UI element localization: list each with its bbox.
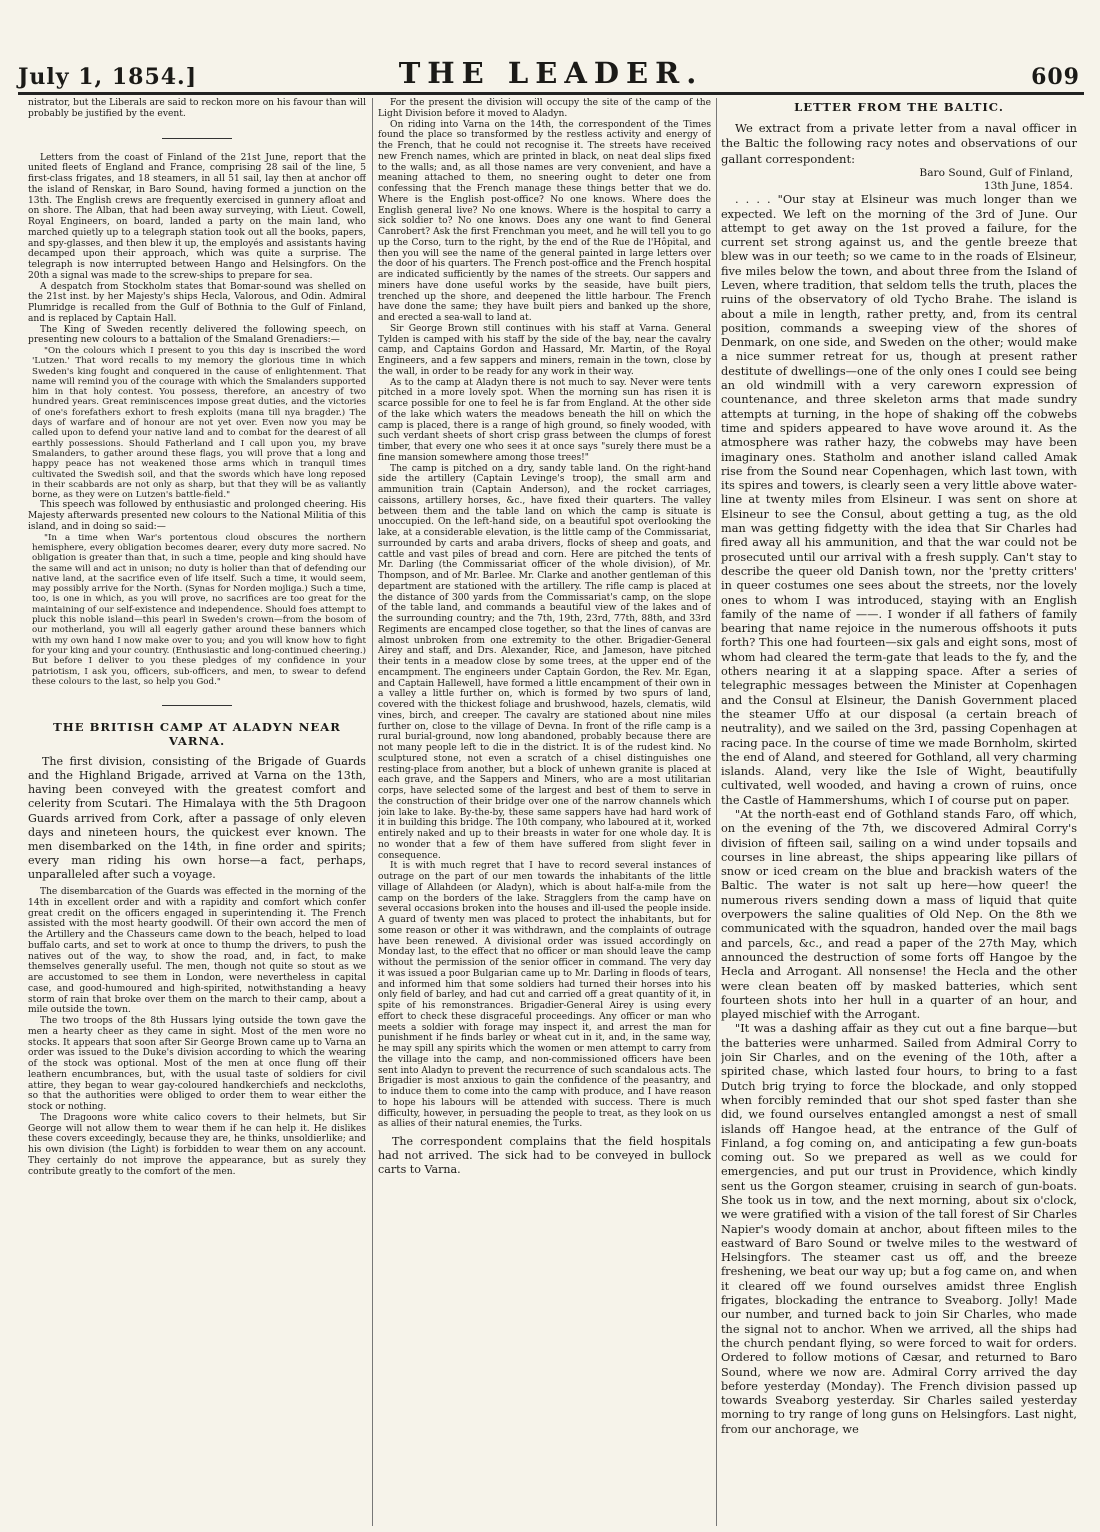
article-heading-british-camp: THE BRITISH CAMP AT ALADYN NEAR VARNA. (53, 720, 341, 749)
paragraph-stockholm-despatch: A despatch from Stockholm states that Bomar-sound was shelled on the 21st inst. by her Majesty's ships Hecla, Valorous, and Odin. Admiral Plumridge is recalled from the Gulf of Bothnia to the Gulf of Finland, and is replaced by Captain Hall. (28, 281, 366, 324)
masthead-rule (18, 92, 1084, 95)
section-rule (162, 138, 232, 139)
paragraph-finland-fleets: Letters from the coast of Finland of the 21st June, report that the united fleets of England and France, comprising 28 sail of the line, 5 first-class frigates, and 18 steamers, in all 51 sail, lay then at anchor off the island of Renskar, in Baro Sound, having formed a junction on the 13th. The English crews are frequently exercised in gunnery afloat and on shore. The Alban, that had been away surveying, with Lieut. Cowell, Royal Engineers, on board, landed a party on the main land, who marched quietly up to a telegraph station took out all the books, papers, and spy-glasses, and then blew it up, the employés and assistants having decamped upon their approach, which was quite a surprise. The telegraph is now interrupted between Hango and Helsingfors. On the 20th a signal was made to the screw-ships to prepare for sea. (28, 152, 366, 281)
column-1 (28, 98, 366, 1526)
article-heading-baltic-letter: LETTER FROM THE BALTIC. (794, 100, 1004, 114)
paragraph-continued: nistrator, but the Liberals are said to reckon more on his favour than will probably be justified by the event. (28, 98, 366, 119)
dateline-date: 13th June, 1854. (983, 180, 1073, 193)
paragraph-gothland: "At the north-east end of Gothland stands Faro, off which, on the evening of the 7th, we discovered Admiral Corry's division of fifteen sail, sailing on a wind under topsails and courses in line abreast, the ships appearing like pillars of snow or iced cream on the blue and brackish waters of the Baltic. The water is not salt up here—how queer! the numerous rivers sending down a mass of liquid that quite overpowers the saline qualities of Old Nep. On the 8th we communicated with the squadron, handed over the mail bags and parcels, &c., and read a paper of the 27th May, which announced the destruction of some forts off Hangoe by the Hecla and Arrogant. All nonsense! the Hecla and the other were clean beaten off by masked batteries, which sent fourteen shots into her hull in a quarter of an hour, and played mischief with the Arrogant. (721, 807, 1077, 1022)
issue-date: July 1, 1854.] (18, 64, 198, 90)
quote-king-speech-2: "In a time when War's portentous cloud obscures the northern hemisphere, every obligation becomes dearer, every duty more sacred. No obligation is greater than that, in such a time, people and king should have the same will and act in unison; no duty is holier than that of defending our native land, at the sacrifice even of life itself. Such a time, it would seem, may possibly arrive for the North. (Synas for Norden mojliga.) Such a time, too, is one in which, as you will prove, no sacrifices are too great for the maintaining of our self-existence and independence. Should foes attempt to pluck this noble island—this pearl in Sweden's crown—from the bosom of our motherland, you will all eagerly gather around these banners which with my own hand I now make over to you; and you will know how to fight for your king and your country. (Enthusiastic and long-continued cheering.) But before I deliver to you these pledges of my confidence in your patriotism, I ask you, officers, sub-officers, and men, to swear to defend these colours to the last, so help you God." (32, 532, 366, 687)
paragraph-field-hospitals: The correspondent complains that the field hospitals had not arrived. The sick had to be conveyed in bullock carts to Varna. (378, 1135, 711, 1177)
quote-king-speech-1: "On the colours which I present to you this day is inscribed the word 'Lutzen.' That word recalls to my memory the glorious time in which Sweden's king fought and conquered in the cause of enlightenment. That name will remind you of the courage with which the Smalanders supported him in that holy contest. You possess, therefore, an ancestry of two hundred years. Great reminiscences impose great duties, and the victories of one's forefathers exhort to fresh exploits (mana till nya bragder.) The days of warfare and of honour are not yet over. Even now you may be called upon to defend your native land and to combat for the dearest of all earthly possessions. Should Fatherland and I call upon you, my brave Smalanders, to gather around these flags, you will prove that a long and happy peace has not weakened those arms which in tranquil times cultivated the Swedish soil, and that the swords which have long reposed in their scabbards are not only as sharp, but that they will be as valiantly borne, as they were on Lutzen's battle-field." (32, 346, 366, 501)
paragraph-cheering: This speech was followed by enthusiastic and prolonged cheering. His Majesty afterwards presented new colours to the National Militia of this island, and in doing so said:— (28, 500, 366, 532)
paragraph-camp-layout: The camp is pitched on a dry, sandy table land. On the right-hand side the artillery (Captain Levinge's troop), the small arm and ammunition train (Captain Anderson), and the rocket carriages, caissons, artillery horses, &c., have fixed their quarters. The valley between them and the table land on which the camp is situate is unoccupied. On the left-hand side, on a beautiful spot overlooking the lake, at a considerable elevation, is the little camp of the Commissariat, surrounded by carts and araba drivers, flocks of sheep and goats, and cattle and vast piles of bread and corn. Here are pitched the tents of Mr. Darling (the Commissariat officer of the whole division), of Mr. Thompson, and of Mr. Barlee. Mr. Clarke and another gentleman of this department are stationed with the artillery. The rifle camp is placed at the distance of 300 yards from the Commissariat's camp, on the slope of the table land, and commands a beautiful view of the lakes and of the surrounding country; and the 7th, 19th, 23rd, 77th, 88th, and 33rd Regiments are encamped close together, so that the lines of canvas are almost unbroken from one extremity to the other. Brigadier-General Airey and staff, and Drs. Alexander, Rice, and Jameson, have pitched their tents in a meadow close by some trees, at the upper end of the encampment. The engineers under Captain Gordon, the Rev. Mr. Egan, and Captain Hallewell, have formed a little encampment of their own in a valley a little further on, which is formed by two spurs of land, covered with the thickest foliage and brushwood, hazels, clematis, wild vines, birch, and creeper. The cavalry are stationed about nine miles further on, close to the village of Devna. In front of the rifle camp is a rural burial-ground, now long abandoned, probably because there are not many people left to die in the district. It is of the rudest kind. No sculptured stone, not even a scratch of a chisel distinguishes one resting-place from another, but a block of unhewn granite is placed at each grave, and the Sappers and Miners, who are a most utilitarian corps, have selected some of the largest and best of them to serve in the construction of their bridge over one of the narrow channels which join lake to lake. By-the-by, these same sappers have had hard work of it in building this bridge. The 10th company, who laboured at it, worked entirely naked and up to their breasts in water for one whole day. It is no wonder that a few of them have suffered from slight fever in consequence. (378, 463, 711, 861)
paragraph-king-speech-intro: The King of Sweden recently delivered the following speech, on presenting new colours to a battalion of the Smaland Grenadiers:— (28, 324, 366, 346)
newspaper-title: THE LEADER. (398, 56, 704, 90)
masthead (18, 58, 1084, 92)
dateline-place: Baro Sound, Gulf of Finland, (919, 167, 1073, 180)
paragraph-division-site: For the present the division will occupy the site of the camp of the Light Division before it moved to Aladyn. (378, 98, 711, 119)
paragraph-aladyn-camp: As to the camp at Aladyn there is not much to say. Never were tents pitched in a more lovely spot. When the morning sun has risen it is scarce possible for one to feel he is far from England. At the other side of the lake which waters the meadows beneath the hill on which the camp is placed, there is a range of high ground, so finely wooded, with such verdant sheets of short crisp grass between the clumps of forest timber, that every one who sees it at once says "surely there must be a fine mansion somewhere among those trees!" (378, 377, 711, 463)
paragraph-disembarcation: The disembarcation of the Guards was effected in the morning of the 14th in excellent order and with a rapidity and comfort which confer great credit on the officers engaged in superintending it. The French assisted with the most hearty goodwill. Of their own accord the men of the Artillery and the Chasseurs came down to the beach, helped to load buffalo carts, and set to work at once to thump the drivers, to push the natives out of the way, to show the road, and, in fact, to make themselves generally useful. The men, though not quite so stout as we are accustomed to see them in London, were nevertheless in capital case, and good-humoured and high-spirited, notwithstanding a heavy storm of rain that broke over them on the march to their camp, about a mile outside the town. (28, 887, 366, 1016)
paragraph-dragoons: The Dragoons wore white calico covers to their helmets, but Sir George will not allow them to wear them if he can help it. He dislikes these covers exceedingly, because they are, he thinks, unsoldierlike; and his own division (the Light) is forbidden to wear them on any account. They certainly do not improve the appearance, but as surely they contribute greatly to the comfort of the men. (28, 1112, 366, 1177)
section-rule (162, 705, 232, 706)
paragraph-first-division: The first division, consisting of the Brigade of Guards and the Highland Brigade, arrived at Varna on the 13th, having been conveyed with the greatest comfort and celerity from Scutari. The Himalaya with the 5th Dragoon Guards arrived from Cork, after a passage of only eleven days and nineteen hours, the quickest ever known. The men disembarked on the 14th, in fine order and spirits; every man riding his own horse—a fact, perhaps, unparalleled after such a voyage. (28, 755, 366, 881)
column-3 (721, 98, 1077, 1526)
column-divider-2 (716, 98, 717, 1526)
paragraph-sir-george-brown: Sir George Brown still continues with his staff at Varna. General Tylden is camped with his staff by the side of the bay, near the cavalry camp, and Captains Gordon and Hassard, Mr. Martin, of the Royal Engineers, and a few sappers and miners, remain in the town, close by the wall, in order to be ready for any work in their way. (378, 323, 711, 377)
paragraph-dashing-affair: "It was a dashing affair as they cut out a fine barque—but the batteries were unharmed. Sailed from Admiral Corry to join Sir Charles, and on the evening of the 10th, after a spirited chase, which lasted four hours, to bring to a fast Dutch brig trying to force the blockade, and only stopped when forcibly reminded that our shot sped faster than she did, we found ourselves entangled amongst a nest of small islands off Hangoe head, at the entrance of the Gulf of Finland, a fog coming on, and anticipating a few gun-boats coming out. So we prepared as well as we could for emergencies, and put our trust in Providence, which kindly sent us the Gorgon steamer, cruising in search of gun-boats. She took us in tow, and the next morning, about six o'clock, we were gratified with a vision of the tall forest of Sir Charles Napier's woody domain at anchor, about fifteen miles to the eastward of Baro Sound or twelve miles to the westward of Helsingfors. The steamer cast us off, and the breeze freshening, we beat our way up; but a fog came on, and when it cleared off we found ourselves amidst three English frigates, blockading the entrance to Sveaborg. Jolly! Made our number, and turned back to join Sir Charles, who made the signal not to anchor. When we arrived, all the ships had the church pendant flying, so were forced to wait for orders. Ordered to follow motions of Cæsar, and returned to Baro Sound, where we now are. Admiral Corry arrived the day before yesterday (Monday). The French division passed up towards Sveaborg yesterday. Sir Charles sailed yesterday morning to try range of long guns on Helsingfors. Last night, from our anchorage, we (721, 1022, 1077, 1436)
column-divider-1 (372, 98, 373, 1526)
paragraph-hussars: The two troops of the 8th Hussars lying outside the town gave the men a hearty cheer as they came in sight. Most of the men wore no stocks. It appears that soon after Sir George Brown came up to Varna an order was issued to the Duke's division according to which the wearing of the stock was optional. Most of the men at once flung off their leathern encumbrances, but, with the usual taste of soldiers for civil attire, they began to wear gay-coloured handkerchiefs and neckcloths, so that the authorities were obliged to order them to wear either the stock or nothing. (28, 1016, 366, 1112)
paragraph-baltic-intro: We extract from a private letter from a naval officer in the Baltic the following racy notes and observations of our gallant correspondent: (721, 121, 1077, 166)
paragraph-outrages: It is with much regret that I have to record several instances of outrage on the part of our men towards the inhabitants of the little village of Allahdeen (or Aladyn), which is about half-a-mile from the camp on the borders of the lake. Stragglers from the camp have on several occasions broken into the houses and ill-used the people inside. A guard of twenty men was placed to protect the inhabitants, but for some reason or other it was withdrawn, and the complaints of outrage have been renewed. A divisional order was issued accordingly on Monday last, to the effect that no officer or man should leave the camp without the permission of the senior officer in command. The very day it was issued a poor Bulgarian came up to Mr. Darling in floods of tears, and informed him that some soldiers had turned their horses into his only field of barley, and had cut and carried off a great quantity of it, in spite of his remonstrances. Brigadier-General Airey is using every effort to check these disgraceful proceedings. Any officer or man who meets a soldier with forage may inspect it, and arrest the man for punishment if he finds barley or wheat cut in it, and, in the same way, he may spill any spirits which the women or men attempt to carry from the village into the camp, and non-commissioned officers have been sent into Aladyn to prevent the recurrence of such scandalous acts. The Brigadier is most anxious to gain the confidence of the peasantry, and to induce them to come into the camp with produce, and I have reason to hope his labours will be attended with success. There is much difficulty, however, in persuading the people to treat, as they look on us as allies of their natural enemies, the Turks. (378, 861, 711, 1130)
page-number: 609 (1031, 64, 1080, 90)
paragraph-elsineur: . . . . "Our stay at Elsineur was much longer than we expected. We left on the morning of the 3rd of June. Our attempt to get away on the 1st proved a failure, for the current set strong against us, and the gentle breeze that blew was in our teeth; so we came to in the roads of Elsineur, five miles below the town, and about three from the Island of Leven, where tradition, that seldom tells the truth, places the ruins of the observatory of old Tycho Brahe. The island is about a mile in length, rather pretty, and, from its central position, commands a sweeping view of the shores of Denmark, on one side, and Sweden on the other; would make a nice summer retreat for us, though at present rather destitute of dwellings—one of the only ones I could see being an old windmill with a very careworn expression of countenance, and three skeleton arms that made sundry attempts at turning, in the hope of shaking off the cobwebs time and spiders appeared to have wove around it. As the atmosphere was rather hazy, the cobwebs may have been imaginary ones. Statholm and another island called Amak rise from the Sound near Copenhagen, which last town, with its spires and towers, is clearly seen a very little above water-line at twenty miles from Elsineur. I was sent on shore at Elsineur to see the Consul, about getting a tug, as the old man was getting fidgetty with the idea that Sir Charles had fired away all his ammunition, and that the war could not be prosecuted until our arrival with a fresh supply. Can't stay to describe the queer old Danish town, nor the 'pretty critters' in queer costumes one sees about the streets, nor the lovely ones to whom I was introduced, staying with an English family of the name of ——. I wonder if all fathers of family bearing that name rejoice in the numerous offshoots it puts forth? This one had fourteen—six gals and eight sons, most of whom had cleared the term-gate that leads to the fy, and the others nearing it at a slapping space. After a series of telegraphic messages between the Minister at Copenhagen and the Consul at Elsineur, the Danish Government placed the steamer Uffo at our disposal (a certain breach of neutrality), and we sailed on the 3rd, passing Copenhagen at racing pace. In the course of time we made Bornholm, skirted the end of Aland, and steered for Gothland, all very charming islands. Aland, very like the Isle of Wight, beautifully cultivated, well wooded, and having a crown of ruins, once the Castle of Hammershums, which I of course put on paper. (721, 193, 1077, 807)
column-2 (378, 98, 711, 1526)
paragraph-varna-french: On riding into Varna on the 14th, the correspondent of the Times found the place so transformed by the restless activity and energy of the French, that he could not recognise it. The streets have received new French names, which are printed in black, on neat deal slips fixed to the walls; and, as all those names are very convenient, and have a meaning attached to them, no sneering ought to deter one from confessing that the French manage these things better that we do. Where is the English post-office? No one knows. Where does the English general live? No one knows. Where is the hospital to carry a sick soldier to? No one knows. Does any one want to find General Canrobert? Ask the first Frenchman you meet, and he will tell you to go up the Corso, turn to the right, by the end of the Rue de l'Hôpital, and then you will see the name of the general painted in large letters over the door of his quarters. The French post-office and the French hospital are indicated sufficiently by the names of the streets. Our sappers and miners have done useful works by the seaside, have built piers, trenched up the shore, and deepened the little harbour. The French have done the same; they have built piers and banked up the shore, and erected a sea-wall to land at. (378, 119, 711, 323)
